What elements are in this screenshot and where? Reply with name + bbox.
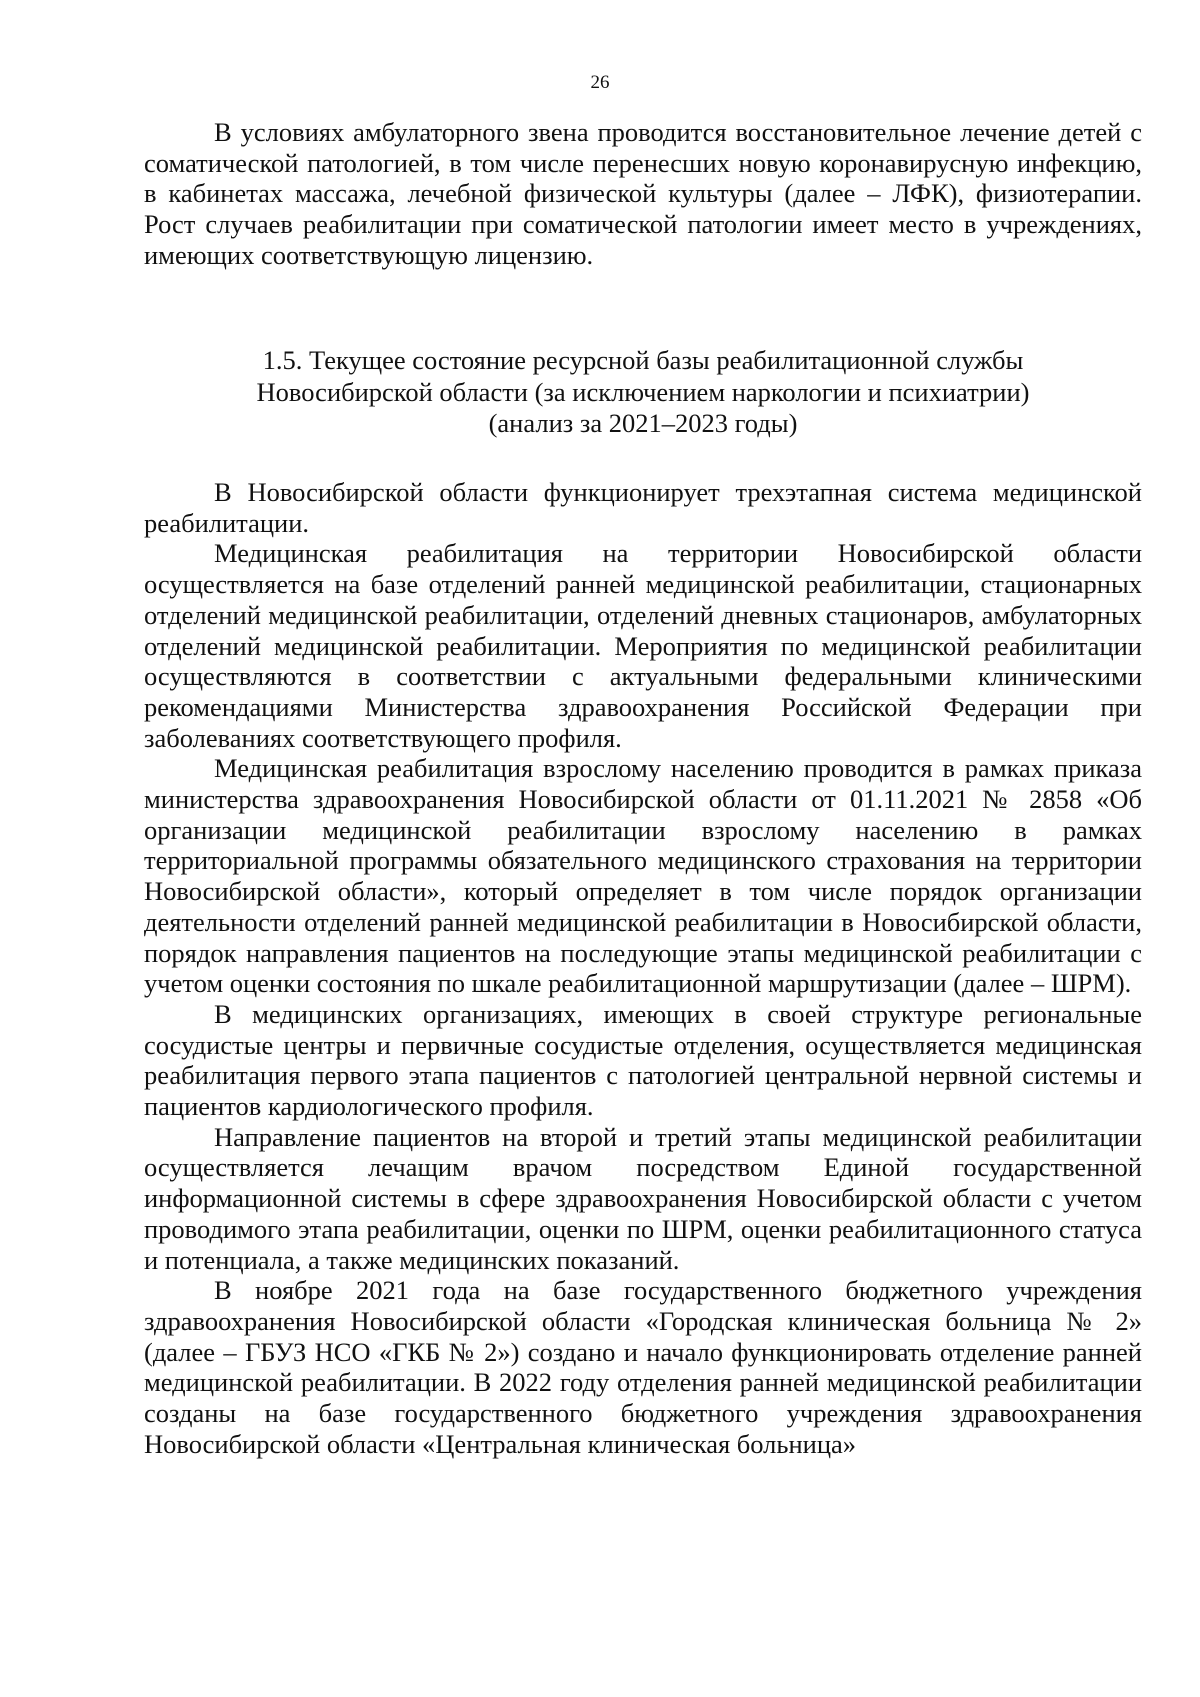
- section-heading-line-3: (анализ за 2021–2023 годы): [488, 408, 798, 438]
- paragraph-4: В медицинских организациях, имеющих в своей структуре региональные сосудистые центры и первичные сосудистые отделения, осуществляется медицинская реабилитация первого этапа пациентов с патологией центральной нервной системы и пациентов кардиологического профиля.: [144, 998, 1142, 1122]
- paragraph-3: Медицинская реабилитация взрослому населению проводится в рамках приказа министерства здравоохранения Новосибирской области от 01.11.2021 № 2858 «Об организации медицинской реабилитации взрослому населению в рамках территориальной программы обязательного медицинского страхования на территории Новосибирской области», который определяет в том числе порядок организации деятельности отделений ранней медицинской реабилитации в Новосибирской области, порядок направления пациентов на последующие этапы медицинской реабилитации с учетом оценки состояния по шкале реабилитационной маршрутизации (далее – ШРМ).: [144, 753, 1142, 999]
- paragraph-2: Медицинская реабилитация на территории Новосибирской области осуществляется на базе отделений ранней медицинской реабилитации, стационарных отделений медицинской реабилитации, отделений дневных стационаров, амбулаторных отделений медицинской реабилитации. Мероприятия по медицинской реабилитации осуществляются в соответствии с актуальными федеральными клиническими рекомендациями Министерства здравоохранения Российской Федерации при заболеваниях соответствующего профиля.: [144, 538, 1142, 753]
- paragraph-6: В ноябре 2021 года на базе государственного бюджетного учреждения здравоохранения Новосибирской области «Городская клиническая больница № 2» (далее – ГБУЗ НСО «ГКБ № 2») создано и начало функционировать отделение ранней медицинской реабилитации. В 2022 году отделения ранней медицинской реабилитации созданы на базе государственного бюджетного учреждения здравоохранения Новосибирской области «Центральная клиническая больница»: [144, 1275, 1142, 1459]
- paragraph-5: Направление пациентов на второй и третий этапы медицинской реабилитации осуществляется лечащим врачом посредством Единой государственной информационной системы в сфере здравоохранения Новосибирской области с учетом проводимого этапа реабилитации, оценки по ШРМ, оценки реабилитационного статуса и потенциала, а также медицинских показаний.: [144, 1121, 1142, 1275]
- paragraph-intro: В условиях амбулаторного звена проводится восстановительное лечение детей с соматической патологией, в том числе перенесших новую коронавирусную инфекцию, в кабинетах массажа, лечебной физической культуры (далее – ЛФК), физиотерапии. Рост случаев реабилитации при соматической патологии имеет место в учреждениях, имеющих соответствующую лицензию.: [144, 117, 1142, 270]
- section-heading-line-2: Новосибирской области (за исключением наркологии и психиатрии): [256, 376, 1030, 407]
- paragraph-1: В Новосибирской области функционирует трехэтапная система медицинской реабилитации.: [144, 477, 1142, 538]
- section-body: [144, 477, 1142, 1460]
- section-heading: [144, 345, 1142, 440]
- intro-block: [144, 117, 1142, 271]
- section-heading-line-1: 1.5. Текущее состояние ресурсной базы реабилитационной службы: [262, 345, 1024, 375]
- page-number: 26: [590, 72, 610, 93]
